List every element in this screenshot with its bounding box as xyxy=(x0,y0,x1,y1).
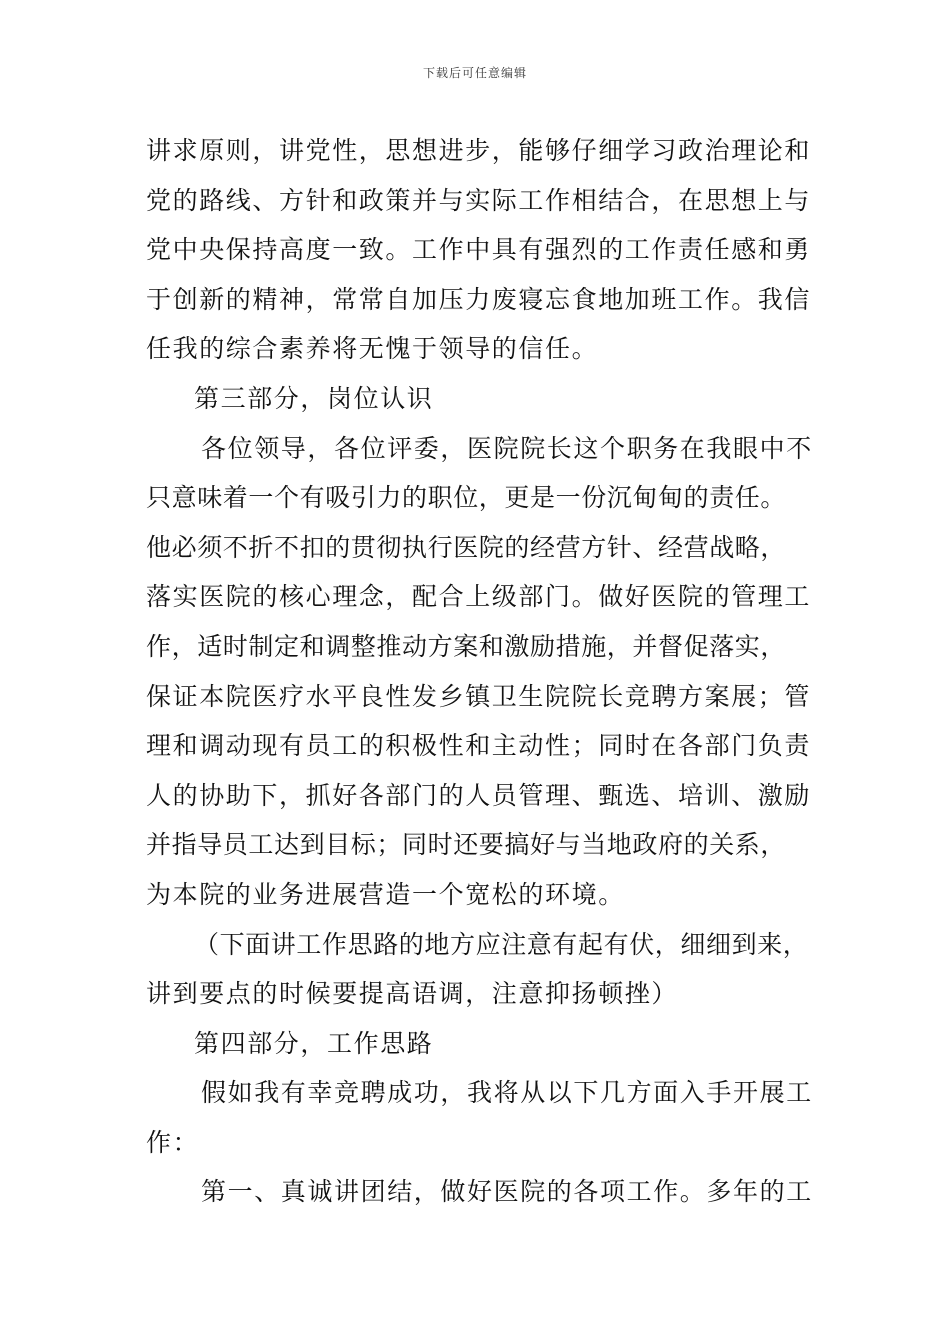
text-line: 人的协助下，抓好各部门的人员管理、甄选、培训、激励 xyxy=(146,780,812,810)
text-line: 保证本院医疗水平良性发乡镇卫生院院长竞聘方案展；管 xyxy=(146,681,812,711)
paragraph-first-line: 假如我有幸竞聘成功，我将从以下几方面入手开展工 xyxy=(201,1078,813,1108)
text-line: 为本院的业务进展营造一个宽松的环境。 xyxy=(146,879,625,909)
text-line: 党的路线、方针和政策并与实际工作相结合，在思想上与 xyxy=(146,185,812,215)
text-line: 理和调动现有员工的积极性和主动性；同时在各部门负责 xyxy=(146,731,812,761)
page-header: 下载后可任意编辑 xyxy=(422,66,527,80)
paragraph-first-line: 第一、真诚讲团结，做好医院的各项工作。多年的工 xyxy=(201,1177,813,1207)
section-heading-part-four: 第四部分，工作思路 xyxy=(194,1028,434,1058)
speaker-note-line: 讲到要点的时候要提高语调，注意抑扬顿挫） xyxy=(146,979,679,1009)
text-line: 作，适时制定和调整推动方案和激励措施，并督促落实， xyxy=(146,631,787,661)
text-line: 讲求原则，讲党性，思想进步，能够仔细学习政治理论和 xyxy=(146,136,812,165)
paragraph-first-line: 各位领导，各位评委，医院院长这个职务在我眼中不 xyxy=(201,433,813,463)
speaker-note-line: （下面讲工作思路的地方应注意有起有伏，细细到来， xyxy=(194,929,809,959)
text-line: 落实医院的核心理念，配合上级部门。做好医院的管理工 xyxy=(146,582,812,612)
document-body xyxy=(146,126,836,1217)
text-line: 只意味着一个有吸引力的职位，更是一份沉甸甸的责任。 xyxy=(146,483,787,513)
text-line: 并指导员工达到目标；同时还要搞好与当地政府的关系， xyxy=(146,830,787,860)
text-line: 党中央保持高度一致。工作中具有强烈的工作责任感和勇 xyxy=(146,235,812,265)
section-heading-part-three: 第三部分，岗位认识 xyxy=(194,383,434,413)
text-line: 任我的综合素养将无愧于领导的信任。 xyxy=(146,334,599,364)
text-line: 于创新的精神，常常自加压力废寝忘食地加班工作。我信 xyxy=(146,284,812,314)
text-line: 他必须不折不扣的贯彻执行医院的经营方针、经营战略， xyxy=(146,532,787,562)
text-line: 作： xyxy=(146,1127,200,1157)
